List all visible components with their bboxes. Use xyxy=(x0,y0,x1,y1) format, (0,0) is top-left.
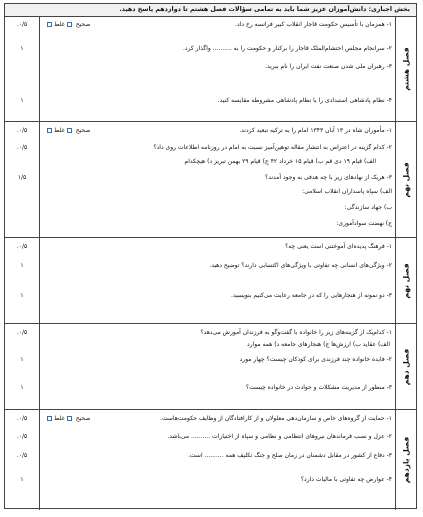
score-column xyxy=(5,238,40,323)
section-chapter-9a xyxy=(5,122,416,238)
question: ۱- فرهنگ پدیده‌ای آموختنی است یعنی چه؟ xyxy=(285,243,392,250)
section-title-cell xyxy=(395,238,416,323)
score: ۱ xyxy=(20,476,24,483)
multiple-choice-options: الف) قیام ۱۹ دی قم ب) قیام ۱۵ خرداد ۴۲ ج) قیام ۲۹ بهمن تبریز د) هیچکدام xyxy=(184,158,376,165)
true-false-options xyxy=(45,127,90,134)
true-false-options xyxy=(45,415,90,422)
checkbox[interactable] xyxy=(47,22,52,27)
false-label: غلط xyxy=(54,21,65,28)
score: ۱/۵ xyxy=(17,174,27,181)
checkbox[interactable] xyxy=(67,128,72,133)
score: .۰/۵ xyxy=(16,127,28,134)
sub-question: ج) نهضت سوادآموزی: xyxy=(336,220,392,227)
score: .۰/۵ xyxy=(16,433,28,440)
question: ۲- عزل و نصب فرماندهان نیروهای انتظامی و نظامی و سپاه از اختیارات .......... می‌باشد. xyxy=(167,433,392,440)
exam-sheet xyxy=(4,3,417,509)
question: ۲- ویژگی‌های انسانی چه تفاوتی با ویژگی‌های اکتسابی دارند؟ توضیح دهید. xyxy=(209,262,392,269)
question: ۱- کدام‌یک از گزینه‌های زیر را خانواده با گفت‌وگو به فرزندان آموزش می‌دهد؟ xyxy=(200,329,392,336)
checkbox[interactable] xyxy=(67,22,72,27)
section-title: فصل یازدهم xyxy=(401,436,411,484)
question: ۱- همزمان با تأسیس حکومت قاجار انقلاب کبیر فرانسه رخ داد. xyxy=(235,21,392,28)
score: .۰/۵ xyxy=(16,415,28,422)
section-title: فصل نهم xyxy=(401,161,411,198)
question: ۳- رهبران ملی شدن صنعت نفت ایران را نام ببرید. xyxy=(265,63,392,70)
score: .۰/۵ xyxy=(16,144,28,151)
score: .۰/۵ xyxy=(16,21,28,28)
sub-question: الف) سپاه پاسداران انقلاب اسلامی: xyxy=(302,188,392,195)
question: ۴- نظام پادشاهی استبدادی را با نظام پادشاهی مشروطه مقایسه کنید. xyxy=(217,97,392,104)
question: ۳- دفاع از کشور در مقابل دشمنان در زمان صلح و جنگ تکلیف همه .......... است. xyxy=(188,452,392,459)
question: ۲- سرانجام مجلس احتشام‌الملک قاجار را برکنار و حکومت را به .......... واگذار کرد. xyxy=(182,45,392,52)
section-chapter-8 xyxy=(5,16,416,122)
score: ۱ xyxy=(20,97,24,104)
score: ۱ xyxy=(20,292,24,299)
section-chapter-9b xyxy=(5,238,416,324)
question: ۳- هریک از نهادهای زیر با چه هدفی به وجود آمدند؟ xyxy=(265,174,392,181)
score: ۱ xyxy=(20,384,24,391)
score: .۰/۵ xyxy=(16,452,28,459)
checkbox[interactable] xyxy=(47,416,52,421)
question: ۲- کدام گزینه در اعتراض به انتشار مقاله توهین‌آمیز نسبت به امام در روزنامه اطلاعات روی داد؟ xyxy=(153,144,392,151)
section-chapter-10 xyxy=(5,324,416,410)
section-chapter-11 xyxy=(5,410,416,510)
section-title: فصل نهم xyxy=(401,262,411,299)
sub-question: ب) جهاد سازندگی: xyxy=(344,204,392,211)
score: .۰/۵ xyxy=(16,329,28,336)
true-label: صحیح xyxy=(75,21,91,28)
question: ۳- دو نمونه از هنجارهایی را که در جامعه رعایت می‌کنیم بنویسید. xyxy=(231,292,392,299)
score-column xyxy=(5,410,40,510)
score: ۱ xyxy=(20,45,24,52)
question: ۱- حمایت از گروه‌های خاص و سازمان‌دهی معلولان و از کارافتادگان از وظایف حکومت‌هاست. xyxy=(160,415,392,422)
instructions-text: بخش اجباری: دانش‌آموزان عزیز شما باید به تمامی سؤالات فصل هشتم تا دوازدهم پاسخ دهید. xyxy=(119,6,410,13)
section-title-cell xyxy=(395,324,416,409)
checkbox[interactable] xyxy=(67,416,72,421)
score-column xyxy=(5,122,40,237)
score: .۰/۵ xyxy=(16,243,28,250)
section-title-cell xyxy=(395,410,416,510)
question: ۱- مأموران شاه در ۱۳ آبان ۱۳۴۳ امام را به ترکیه تبعید کردند. xyxy=(239,127,392,134)
score-column xyxy=(5,16,40,121)
false-label: غلط xyxy=(54,415,65,422)
score: ۱ xyxy=(20,356,24,363)
section-title: فصل دهم xyxy=(401,348,411,385)
true-label: صحیح xyxy=(75,127,91,134)
true-label: صحیح xyxy=(75,415,91,422)
section-title-cell xyxy=(395,16,416,121)
multiple-choice-options: الف) عقاید ب) ارزش‌ها ج) هنجارهای جامعه د) همه موارد xyxy=(247,341,390,348)
section-title: فصل هشتم xyxy=(401,46,411,91)
question: ۳- منظور از مدیریت مشکلات و حوادث در خانواده چیست؟ xyxy=(245,384,392,391)
question: ۲- فایده خانواده چند فرزندی برای کودکان چیست؟ چهار مورد xyxy=(239,356,392,363)
true-false-options xyxy=(45,21,90,28)
question: ۴- عوارض چه تفاوتی با مالیات دارد؟ xyxy=(300,476,392,483)
checkbox[interactable] xyxy=(47,128,52,133)
score-column xyxy=(5,324,40,409)
false-label: غلط xyxy=(54,127,65,134)
score: ۱ xyxy=(20,262,24,269)
section-title-cell xyxy=(395,122,416,237)
